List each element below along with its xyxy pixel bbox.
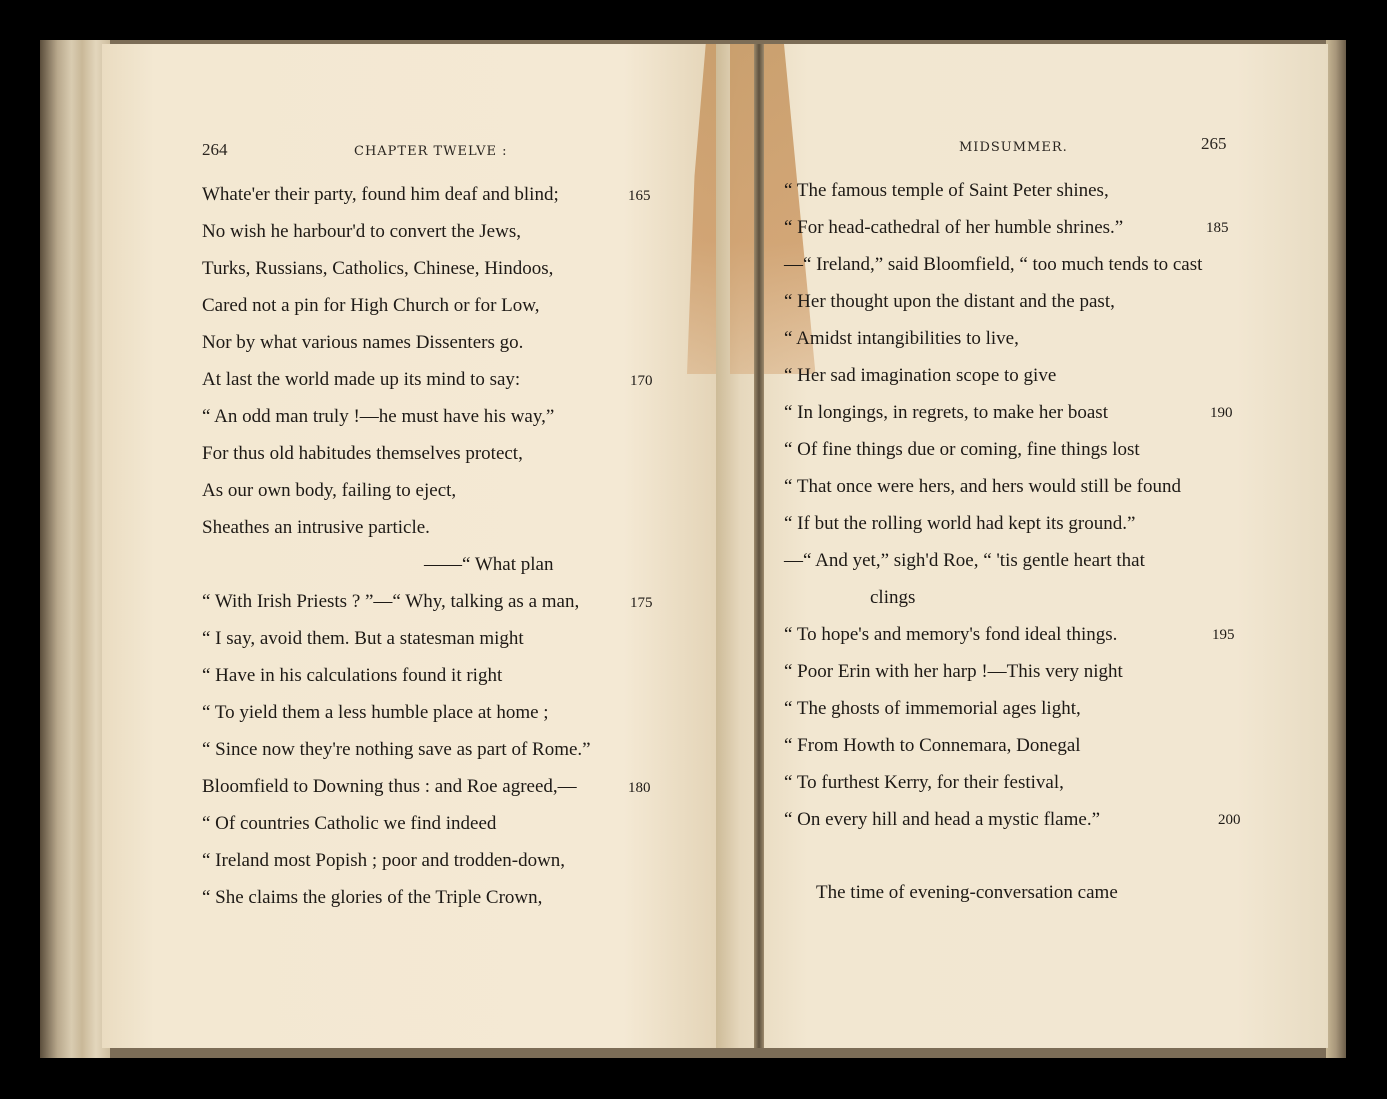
line-number: 175 <box>630 595 653 611</box>
verse-line: Whate'er their party, found him deaf and blind; <box>202 184 559 205</box>
verse-line: “ For head-cathedral of her humble shrines.” <box>784 217 1124 238</box>
verse-line: “ In longings, in regrets, to make her boast <box>784 402 1108 423</box>
page-number: 264 <box>202 140 228 159</box>
verse-line: “ Poor Erin with her harp !—This very night <box>784 661 1123 682</box>
verse-line: Sheathes an intrusive particle. <box>202 517 430 538</box>
verse-line: “ Her sad imagination scope to give <box>784 365 1057 386</box>
verse-line: Nor by what various names Dissenters go. <box>202 332 524 353</box>
page-edges-left <box>40 40 110 1058</box>
verse-line: ——“ What plan <box>424 554 554 575</box>
page-edges-right <box>1326 40 1346 1058</box>
verse-line: “ To hope's and memory's fond ideal things. <box>784 624 1118 645</box>
verse-line: The time of evening-conversation came <box>816 882 1118 903</box>
verse-line: “ Ireland most Popish ; poor and trodden-down, <box>202 850 566 871</box>
verse-line: “ Since now they're nothing save as part of Rome.” <box>202 739 591 760</box>
verse-line: “ Have in his calculations found it right <box>202 665 503 686</box>
right-page <box>716 44 1328 1048</box>
verse-line: Cared not a pin for High Church or for Low, <box>202 295 540 316</box>
line-number: 185 <box>1206 220 1229 236</box>
verse-line: “ Of countries Catholic we find indeed <box>202 813 497 834</box>
verse-line: “ She claims the glories of the Triple Crown, <box>202 887 543 908</box>
verse-line: “ To furthest Kerry, for their festival, <box>784 772 1064 793</box>
verse-line: “ Her thought upon the distant and the past, <box>784 291 1115 312</box>
verse-line: “ With Irish Priests ? ”—“ Why, talking as a man, <box>202 591 580 612</box>
verse-line: No wish he harbour'd to convert the Jews, <box>202 221 521 242</box>
verse-line: —“ Ireland,” said Bloomfield, “ too much tends to cast <box>784 254 1203 275</box>
verse-line: Bloomfield to Downing thus : and Roe agreed,— <box>202 776 577 797</box>
book-gutter <box>754 44 764 1048</box>
line-number: 165 <box>628 188 651 204</box>
verse-line: “ I say, avoid them. But a statesman might <box>202 628 524 649</box>
verse-line: “ That once were hers, and hers would still be found <box>784 476 1181 497</box>
verse-line: “ The famous temple of Saint Peter shines, <box>784 180 1109 201</box>
verse-line: clings <box>870 587 916 608</box>
line-number: 190 <box>1210 405 1233 421</box>
verse-line: “ On every hill and head a mystic flame.” <box>784 809 1101 830</box>
verse-line: “ The ghosts of immemorial ages light, <box>784 698 1081 719</box>
verse-line: “ From Howth to Connemara, Donegal <box>784 735 1081 756</box>
verse-line: “ Of fine things due or coming, fine things lost <box>784 439 1140 460</box>
line-number: 200 <box>1218 812 1241 828</box>
line-number: 180 <box>628 780 651 796</box>
verse-line: “ If but the rolling world had kept its ground.” <box>784 513 1136 534</box>
line-number: 195 <box>1212 627 1235 643</box>
verse-line: “ To yield them a less humble place at home ; <box>202 702 549 723</box>
open-book <box>40 40 1346 1058</box>
verse-line: Turks, Russians, Catholics, Chinese, Hindoos, <box>202 258 554 279</box>
verse-line: For thus old habitudes themselves protect, <box>202 443 523 464</box>
verse-line: As our own body, failing to eject, <box>202 480 457 501</box>
verse-line: —“ And yet,” sigh'd Roe, “ 'tis gentle heart that <box>784 550 1145 571</box>
line-number: 170 <box>630 373 653 389</box>
verse-line: At last the world made up its mind to say: <box>202 369 521 390</box>
water-stain <box>730 44 820 374</box>
page-number: 265 <box>1201 134 1227 153</box>
verse-line: “ Amidst intangibilities to live, <box>784 328 1019 349</box>
running-head: MIDSUMMER. <box>959 140 1068 155</box>
running-head: CHAPTER TWELVE : <box>354 144 508 159</box>
verse-line: “ An odd man truly !—he must have his way,” <box>202 406 555 427</box>
left-page <box>102 44 754 1048</box>
